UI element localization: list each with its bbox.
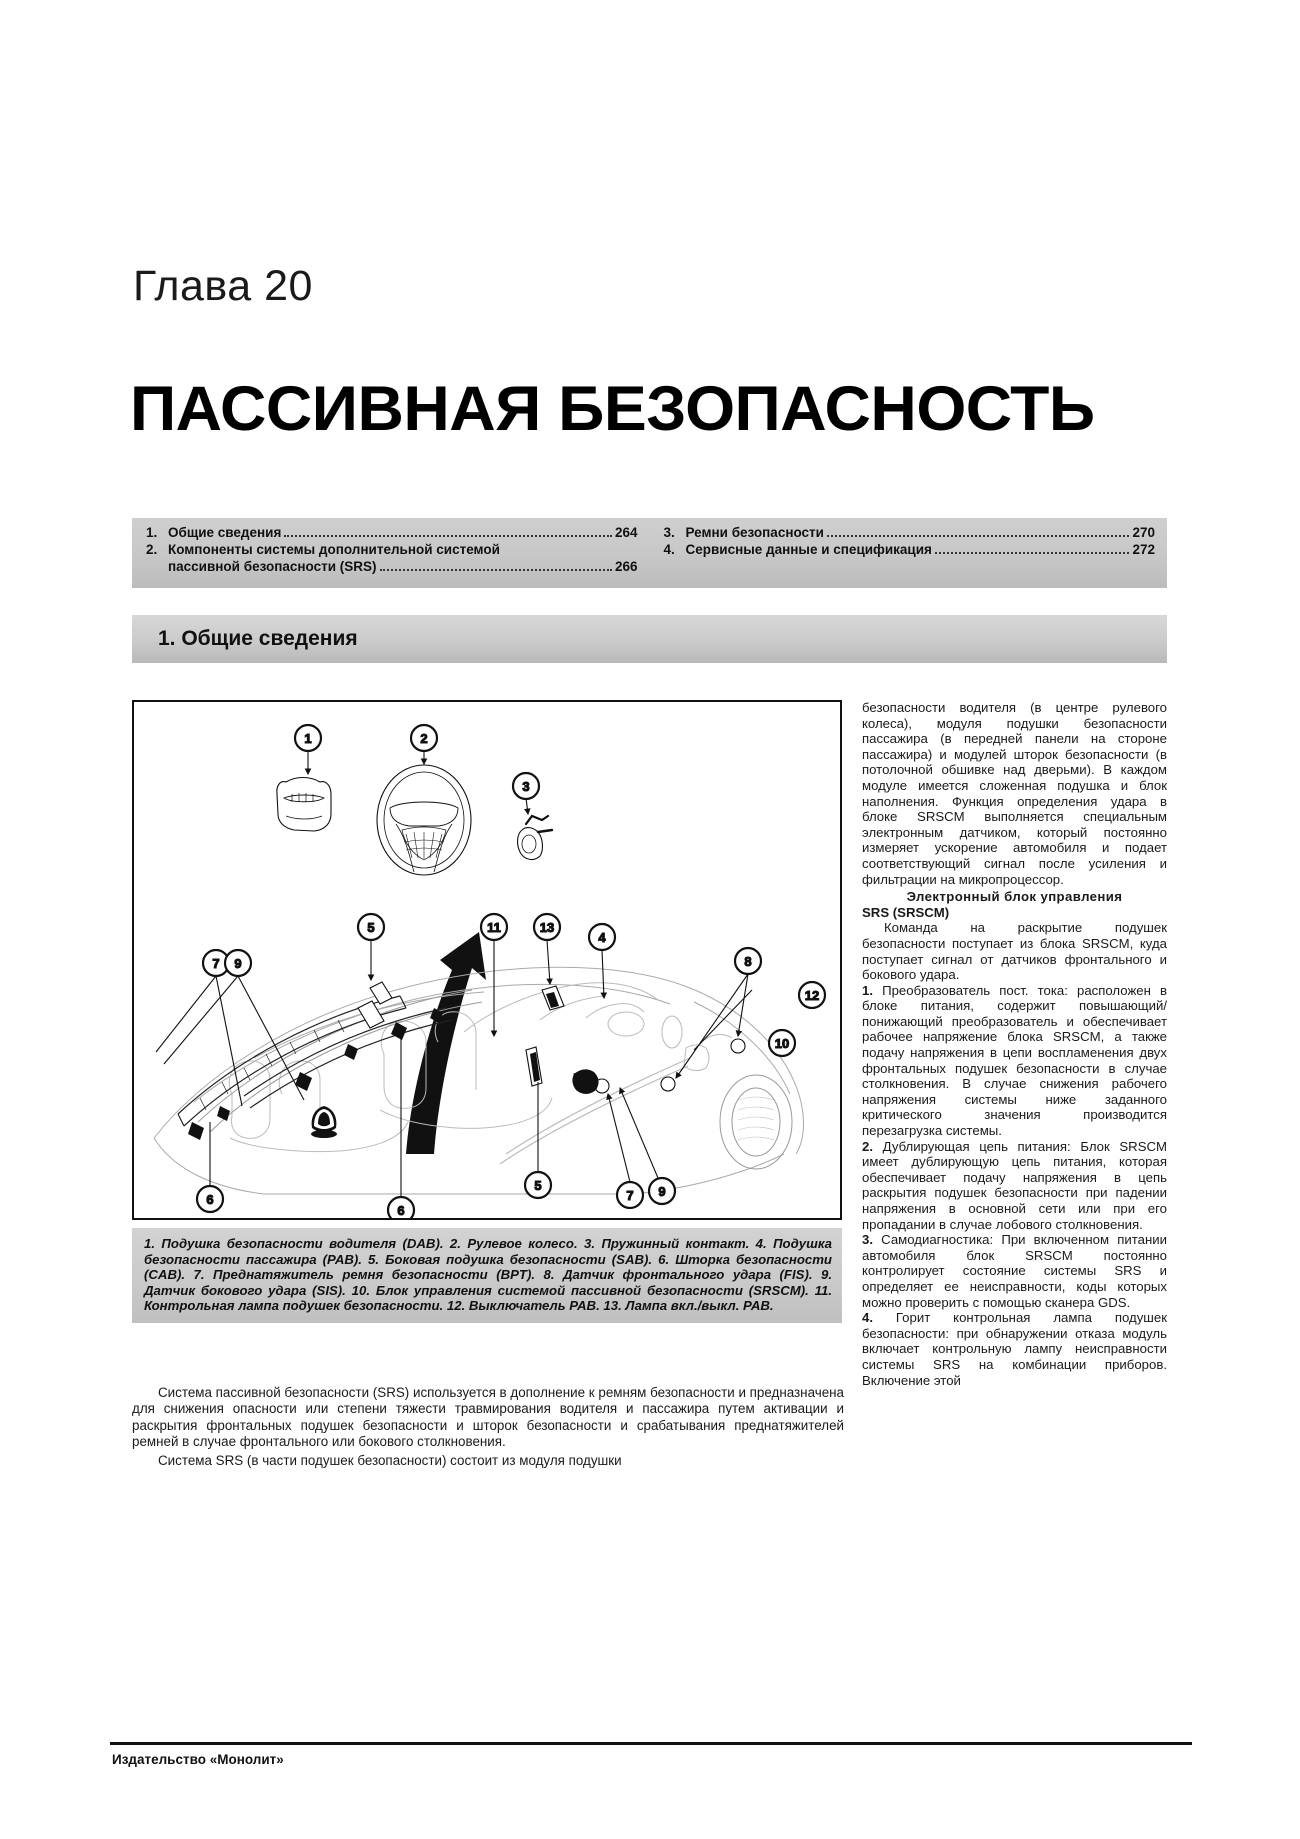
callout-5-top [358,914,384,940]
airbag-warning-lamp-icon [311,1106,337,1138]
toc-number: 1. [146,525,158,540]
toc-label: Компоненты системы дополнительной системой [168,542,500,557]
svg-text:6: 6 [397,1203,405,1218]
table-of-contents [132,518,1167,588]
callout-8 [735,948,761,974]
subheading-line-1: Электронный блок управления [906,889,1123,905]
list-item-2-number: 2. [862,1138,873,1154]
list-item-3-text: Самодиагностика: При включенном питании автомобиля блок SRSCM постоянно контролирует состояние системы SRS и определяет ее неисправности, коды которых можно проверить с помощью сканера GDS. [862,1232,1167,1310]
callout-6-bottom [388,1197,414,1218]
figure-srs-layout [132,700,842,1220]
list-item-4-number: 4. [862,1310,873,1326]
pointer-arrow [406,932,486,1154]
callout-7-bottom [617,1182,643,1208]
toc-dot-leader [827,529,1130,537]
callout-12 [799,982,825,1008]
svg-text:3: 3 [522,779,530,794]
toc-number: 3. [663,525,675,540]
callout-9-top [225,950,251,976]
svg-text:4: 4 [598,930,606,945]
chapter-label: Глава 20 [133,262,313,310]
footer-divider [110,1742,1192,1745]
list-item-3 [862,1232,1167,1310]
footer-publisher: Издательство «Монолит» [112,1752,284,1767]
callout-9-bottom [649,1178,675,1204]
svg-text:7: 7 [212,956,220,971]
steering-wheel [377,765,471,875]
toc-number: 4. [663,542,675,557]
toc-label-continuation: пассивной безопасности (SRS) [168,559,377,574]
svg-text:11: 11 [487,920,501,935]
list-item-3-number: 3. [862,1232,873,1248]
right-paragraph-1: безопасности водителя (в центре рулевого колеса), модуля подушки безопасности пассажира (в передней панели на стороне пассажира) и модулей шторок безопасности (в потолочной обшивке над дверьми). В каждом модуле имеется сложенная подушка и блок наполнения. Функция определения удара в блоке SRSCM выполняется специальным электронным датчиком, который постоянно измеряет ускорение автомобиля и подает соответствующий сигнал после усиления и фильтрации на микропроцессор. [862,700,1167,887]
svg-text:5: 5 [534,1178,542,1193]
right-paragraph-2: Команда на раскрытие подушек безопасности поступает из блока SRSCM, куда поступает сигнал от датчиков фронтального и бокового удара. [862,920,1167,983]
toc-page-number: 266 [614,559,638,574]
left-column-body [132,1385,844,1471]
toc-entry-continuation[interactable] [146,558,638,575]
list-item-2 [862,1139,1167,1233]
svg-text:1: 1 [304,731,312,746]
svg-text:6: 6 [206,1192,214,1207]
toc-dot-leader [380,563,612,571]
right-column-body [862,700,1167,1388]
list-item-1-number: 1. [862,982,873,998]
section-header-bar [132,615,1167,663]
callout-3 [513,773,539,799]
toc-entry[interactable] [146,541,638,558]
list-item-2-text: Дублирующая цепь питания: Блок SRSCM имеет дублирующую цепь питания, которая обеспечивает подачу напряжения в цепь раскрытия подушек безопасности при падении напряжения в основной сети или при его пропадании в случае лобового столкновения. [862,1138,1167,1232]
toc-column-right [650,524,1168,588]
callout-2 [411,725,437,751]
callout-11 [481,914,507,940]
svg-text:13: 13 [539,920,555,935]
pab-switch [500,1058,690,1164]
callout-1 [295,725,321,751]
list-item-1 [862,983,1167,1139]
list-item-1-text: Преобразователь пост. тока: расположен в блоке питания, содержит повышающий/понижающий преобразователь и обеспечивает рабочее напряжение блока SRSCM, а также подачу напряжения в цепи воспламенения двух фронтальных подушек безопасности в случае столкновения. В случае снижения рабочего напряжения системы ниже заданного критического значения производится перезагрузка системы. [862,982,1167,1139]
left-paragraph-1: Система пассивной безопасности (SRS) используется в дополнение к ремням безопасности и предназначена для снижения опасности или степени тяжести травмирования водителя и пассажира путем активации и раскрытия фронтальных подушек безопасности и шторок безопасности и срабатывания преднатяжителей ремней в случае фронтального или бокового столкновения. [132,1385,844,1450]
toc-label: Общие сведения [168,525,282,540]
toc-page-number: 264 [614,525,638,540]
svg-text:10: 10 [774,1036,790,1051]
svg-text:9: 9 [658,1184,666,1199]
svg-text:5: 5 [367,920,375,935]
figure-caption: 1. Подушка безопасности водителя (DAB). 2. Рулевое колесо. 3. Пружинный контакт. 4. Подушка безопасности пассажира (PAB). 5. Боковая подушка безопасности (SAB). 6. Шторка безопасности (CAB). 7. Преднатяжитель ремня безопасности (BPT). 8. Датчик фронтального удара (FIS). 9. Датчик бокового удара (SIS). 10. Блок управления системой пассивной безопасности (SRSCM). 11. Контрольная лампа подушек безопасности. 12. Выключатель PAB. 13. Лампа вкл./выкл. PAB. [132,1228,842,1323]
svg-text:2: 2 [420,731,428,746]
svg-text:12: 12 [804,988,820,1003]
list-item-4-text: Горит контрольная лампа подушек безопасности: при обнаружении отказа модуль включает контрольную лампу неисправности системы SRS на комбинации приборов. Включение этой [862,1310,1167,1388]
svg-text:9: 9 [234,956,242,971]
callout-6-left [197,1186,223,1212]
left-paragraph-2: Система SRS (в части подушек безопасности) состоит из модуля подушки [158,1452,622,1468]
callout-13 [534,914,560,940]
toc-entry[interactable] [664,541,1156,558]
toc-page-number: 270 [1132,525,1155,540]
toc-label: Ремни безопасности [685,525,824,540]
toc-page-number: 272 [1132,542,1155,557]
svg-text:8: 8 [744,954,752,969]
toc-label: Сервисные данные и спецификация [685,542,932,557]
toc-column-left [132,524,650,588]
list-item-4 [862,1310,1167,1388]
driver-airbag-module [277,778,331,832]
toc-number: 2. [146,542,158,557]
page-title: ПАССИВНАЯ БЕЗОПАСНОСТЬ [130,374,1095,444]
toc-dot-leader [284,529,612,537]
callout-10 [769,1030,795,1056]
callout-4 [589,924,615,950]
svg-text:7: 7 [626,1188,634,1203]
subheading-line-2: SRS (SRSCM) [862,904,950,920]
toc-dot-leader [935,546,1130,554]
toc-entry[interactable] [664,524,1156,541]
srs-diagram-svg [134,702,840,1218]
section-heading: 1. Общие сведения [158,627,358,650]
toc-entry[interactable] [146,524,638,541]
clock-spring [518,816,552,859]
callout-group [197,725,825,1218]
callout-5-bottom [525,1172,551,1198]
